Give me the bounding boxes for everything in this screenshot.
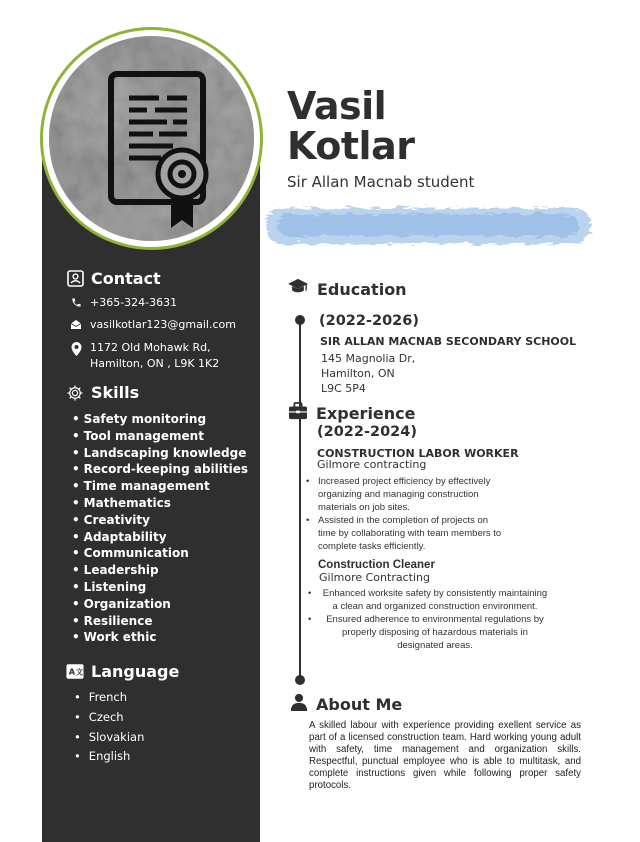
language-item: • French	[74, 688, 144, 708]
contact-phone	[70, 295, 177, 311]
translate-icon	[66, 663, 84, 681]
svg-text:A: A	[68, 666, 75, 677]
education-years: (2022-2026)	[319, 313, 419, 329]
email-text: vasilkotlar123@gmail.com	[90, 318, 236, 331]
profile-photo	[49, 36, 254, 241]
phone-text: +365-324-3631	[90, 296, 178, 309]
phone-icon	[70, 295, 82, 311]
skills-list	[72, 411, 248, 646]
job-company-1: Gilmore contracting	[317, 458, 427, 471]
contact-heading	[66, 269, 161, 288]
job-bullet: • Enhanced worksite safety by consistently maintaining a clean and organized construction environment.	[308, 587, 548, 613]
contact-email	[70, 317, 236, 333]
school-name: SIR ALLAN MACNAB SECONDARY SCHOOL	[320, 335, 577, 348]
brush-stroke-decoration	[258, 198, 598, 253]
briefcase-icon	[288, 402, 308, 424]
education-heading	[287, 278, 407, 300]
experience-years: (2022-2024)	[317, 424, 417, 440]
about-heading	[290, 693, 402, 715]
first-name: Vasil	[287, 84, 387, 128]
job-bullet: • Ensured adherence to environmental regulations by properly disposing of hazardous materials in designated areas.	[308, 613, 548, 652]
person-icon	[290, 693, 308, 715]
contact-heading-label: Contact	[91, 269, 161, 288]
last-name: Kotlar	[287, 124, 415, 168]
address-line2: Hamilton, ON , L9K 1K2	[90, 357, 220, 370]
skills-heading	[66, 383, 139, 402]
subtitle: Sir Allan Macnab student	[287, 173, 475, 191]
job-bullets-1	[306, 475, 504, 553]
contact-card-icon	[66, 270, 84, 288]
skill-item: • Listening	[72, 579, 248, 596]
job-bullet: • Increased project efficiency by effectively organizing and managing construction materials on job sites.	[306, 475, 504, 514]
skill-item: • Leadership	[72, 562, 248, 579]
skill-item: • Creativity	[72, 512, 248, 529]
job-title-2: Construction Cleaner	[318, 559, 435, 571]
experience-heading	[288, 402, 416, 424]
language-list	[74, 688, 144, 767]
education-heading-label: Education	[317, 279, 407, 299]
skill-item: • Mathematics	[72, 495, 248, 512]
candidate-name	[287, 86, 414, 166]
school-address-line1: 145 Magnolia Dr,	[321, 352, 416, 365]
skill-item: • Landscaping knowledge	[72, 445, 248, 462]
graduation-cap-icon	[287, 278, 309, 300]
svg-text:文: 文	[75, 667, 84, 677]
profile-photo-frame	[40, 27, 263, 250]
timeline-dot-bottom	[295, 675, 305, 685]
skill-item: • Adaptability	[72, 529, 248, 546]
language-heading-label: Language	[91, 662, 180, 681]
school-address	[321, 351, 415, 396]
job-company-2: Gilmore Contracting	[319, 571, 430, 584]
language-heading	[66, 662, 179, 681]
skill-item: • Safety monitoring	[72, 411, 248, 428]
language-item: • English	[74, 747, 144, 767]
location-pin-icon	[70, 340, 82, 372]
job-bullets-2	[308, 587, 548, 652]
language-item: • Slovakian	[74, 728, 144, 748]
language-item: • Czech	[74, 708, 144, 728]
contact-address	[70, 340, 219, 372]
address-line1: 1172 Old Mohawk Rd,	[90, 341, 211, 354]
skill-item: • Time management	[72, 478, 248, 495]
job-bullet: • Assisted in the completion of projects on time by collaborating with team members to complete tasks efficiently.	[306, 514, 504, 553]
skills-heading-label: Skills	[91, 383, 140, 402]
skill-item: • Communication	[72, 545, 248, 562]
skill-item: • Record-keeping abilities	[72, 461, 248, 478]
school-address-line2: Hamilton, ON	[321, 367, 395, 380]
skill-item: • Work ethic	[72, 629, 248, 646]
skill-item: • Resilience	[72, 613, 248, 630]
skill-item: • Organization	[72, 596, 248, 613]
about-heading-label: About Me	[316, 694, 403, 714]
certificate-icon	[49, 36, 254, 241]
about-text: A skilled labour with experience providing exellent service as part of a licensed construction team. Hard working young adult with safety, time management and organization skills. Respectful, punctual employee who is able to multitask, and complete instructions given while following proper safety protocols.	[309, 720, 581, 792]
job-title-1: CONSTRUCTION LABOR WORKER	[317, 447, 519, 460]
timeline-line	[299, 316, 301, 680]
experience-heading-label: Experience	[316, 403, 416, 423]
timeline-dot-top	[295, 315, 305, 325]
gear-icon	[66, 384, 84, 402]
email-icon	[70, 317, 82, 333]
school-address-line3: L9C 5P4	[321, 382, 366, 395]
skill-item: • Tool management	[72, 428, 248, 445]
